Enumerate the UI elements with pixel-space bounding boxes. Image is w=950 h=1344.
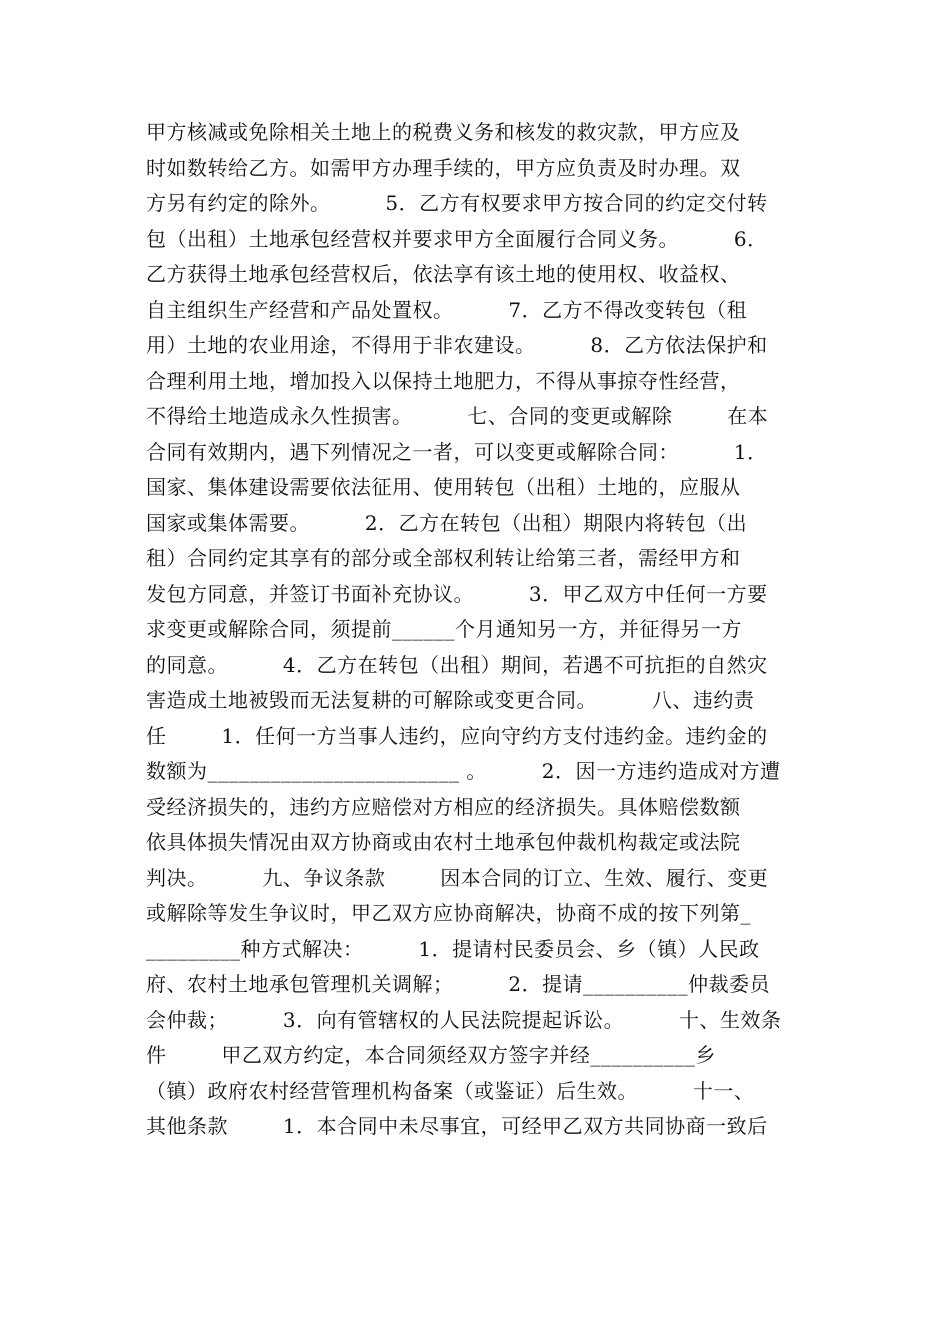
text-line: 用）土地的农业用途，不得用于非农建设。 8．乙方依法保护和 [146, 333, 768, 357]
text-line: 国家或集体需要。 2．乙方在转包（出租）期限内将转包（出 [146, 510, 748, 535]
text-line: 租）合同约定其享有的部分或全部权利转让给第三者，需经甲方和 [146, 546, 741, 570]
text-line: 国家、集体建设需要依法征用、使用转包（出租）土地的，应服从 [146, 475, 741, 499]
text-line: 合理利用土地，增加投入以保持土地肥力，不得从事掠夺性经营， [146, 368, 741, 393]
text-line: 甲方核减或免除相关土地上的税费义务和核发的救灾款，甲方应及 [146, 120, 741, 144]
text-line: 自主组织生产经营和产品处置权。 7．乙方不得改变转包（租 [146, 297, 748, 322]
text-line: 数额为________________________ 。 2．因一方违约造成对方遭 [146, 759, 781, 783]
text-line: 府、农村土地承包管理机关调解； 2．提请__________仲裁委员 [146, 972, 771, 996]
text-line: 或解除等发生争议时，甲乙双方应协商解决，协商不成的按下列第_ [146, 901, 751, 925]
text-line: 会仲裁； 3．向有管辖权的人民法院提起诉讼。 十、生效条 [146, 1007, 782, 1032]
text-line: 求变更或解除合同，须提前______个月通知另一方，并征得另一方 [146, 617, 742, 641]
text-line: 的同意。 4．乙方在转包（出租）期间，若遇不可抗拒的自然灾 [146, 652, 768, 677]
text-line: 受经济损失的，违约方应赔偿对方相应的经济损失。具体赔偿数额 [146, 794, 741, 819]
text-line: 发包方同意，并签订书面补充协议。 3．甲乙双方中任何一方要 [146, 581, 768, 606]
text-line: 方另有约定的除外。 5．乙方有权要求甲方按合同的约定交付转 [146, 191, 768, 215]
text-line: 判决。 九、争议条款 因本合同的订立、生效、履行、变更 [146, 865, 769, 890]
text-line: 害造成土地被毁而无法复耕的可解除或变更合同。 八、违约责 [146, 688, 755, 712]
text-line: 不得给土地造成永久性损害。 七、合同的变更或解除 在本 [146, 404, 769, 428]
text-line: 任 1．任何一方当事人违约，应向守约方支付违约金。违约金的 [146, 723, 768, 748]
text-line: _________种方式解决： 1．提请村民委员会、乡（镇）人民政 [146, 936, 760, 961]
text-line: 依具体损失情况由双方协商或由农村土地承包仲裁机构裁定或法院 [146, 830, 741, 854]
text-line: 件 甲乙双方约定，本合同须经双方签字并经__________乡 [146, 1043, 716, 1067]
text-line: 合同有效期内，遇下列情况之一者，可以变更或解除合同： 1． [146, 439, 768, 464]
contract-body-text [146, 115, 826, 1145]
text-line: 乙方获得土地承包经营权后，依法享有该土地的使用权、收益权、 [146, 262, 741, 286]
text-line: 时如数转给乙方。如需甲方办理手续的，甲方应负责及时办理。双 [146, 155, 741, 180]
text-line: 其他条款 1．本合同中未尽事宜，可经甲乙双方共同协商一致后 [146, 1114, 768, 1138]
text-line: （镇）政府农村经营管理机构备案（或鉴证）后生效。 十一、 [146, 1078, 755, 1103]
text-line: 包（出租）土地承包经营权并要求甲方全面履行合同义务。 6． [146, 226, 768, 251]
